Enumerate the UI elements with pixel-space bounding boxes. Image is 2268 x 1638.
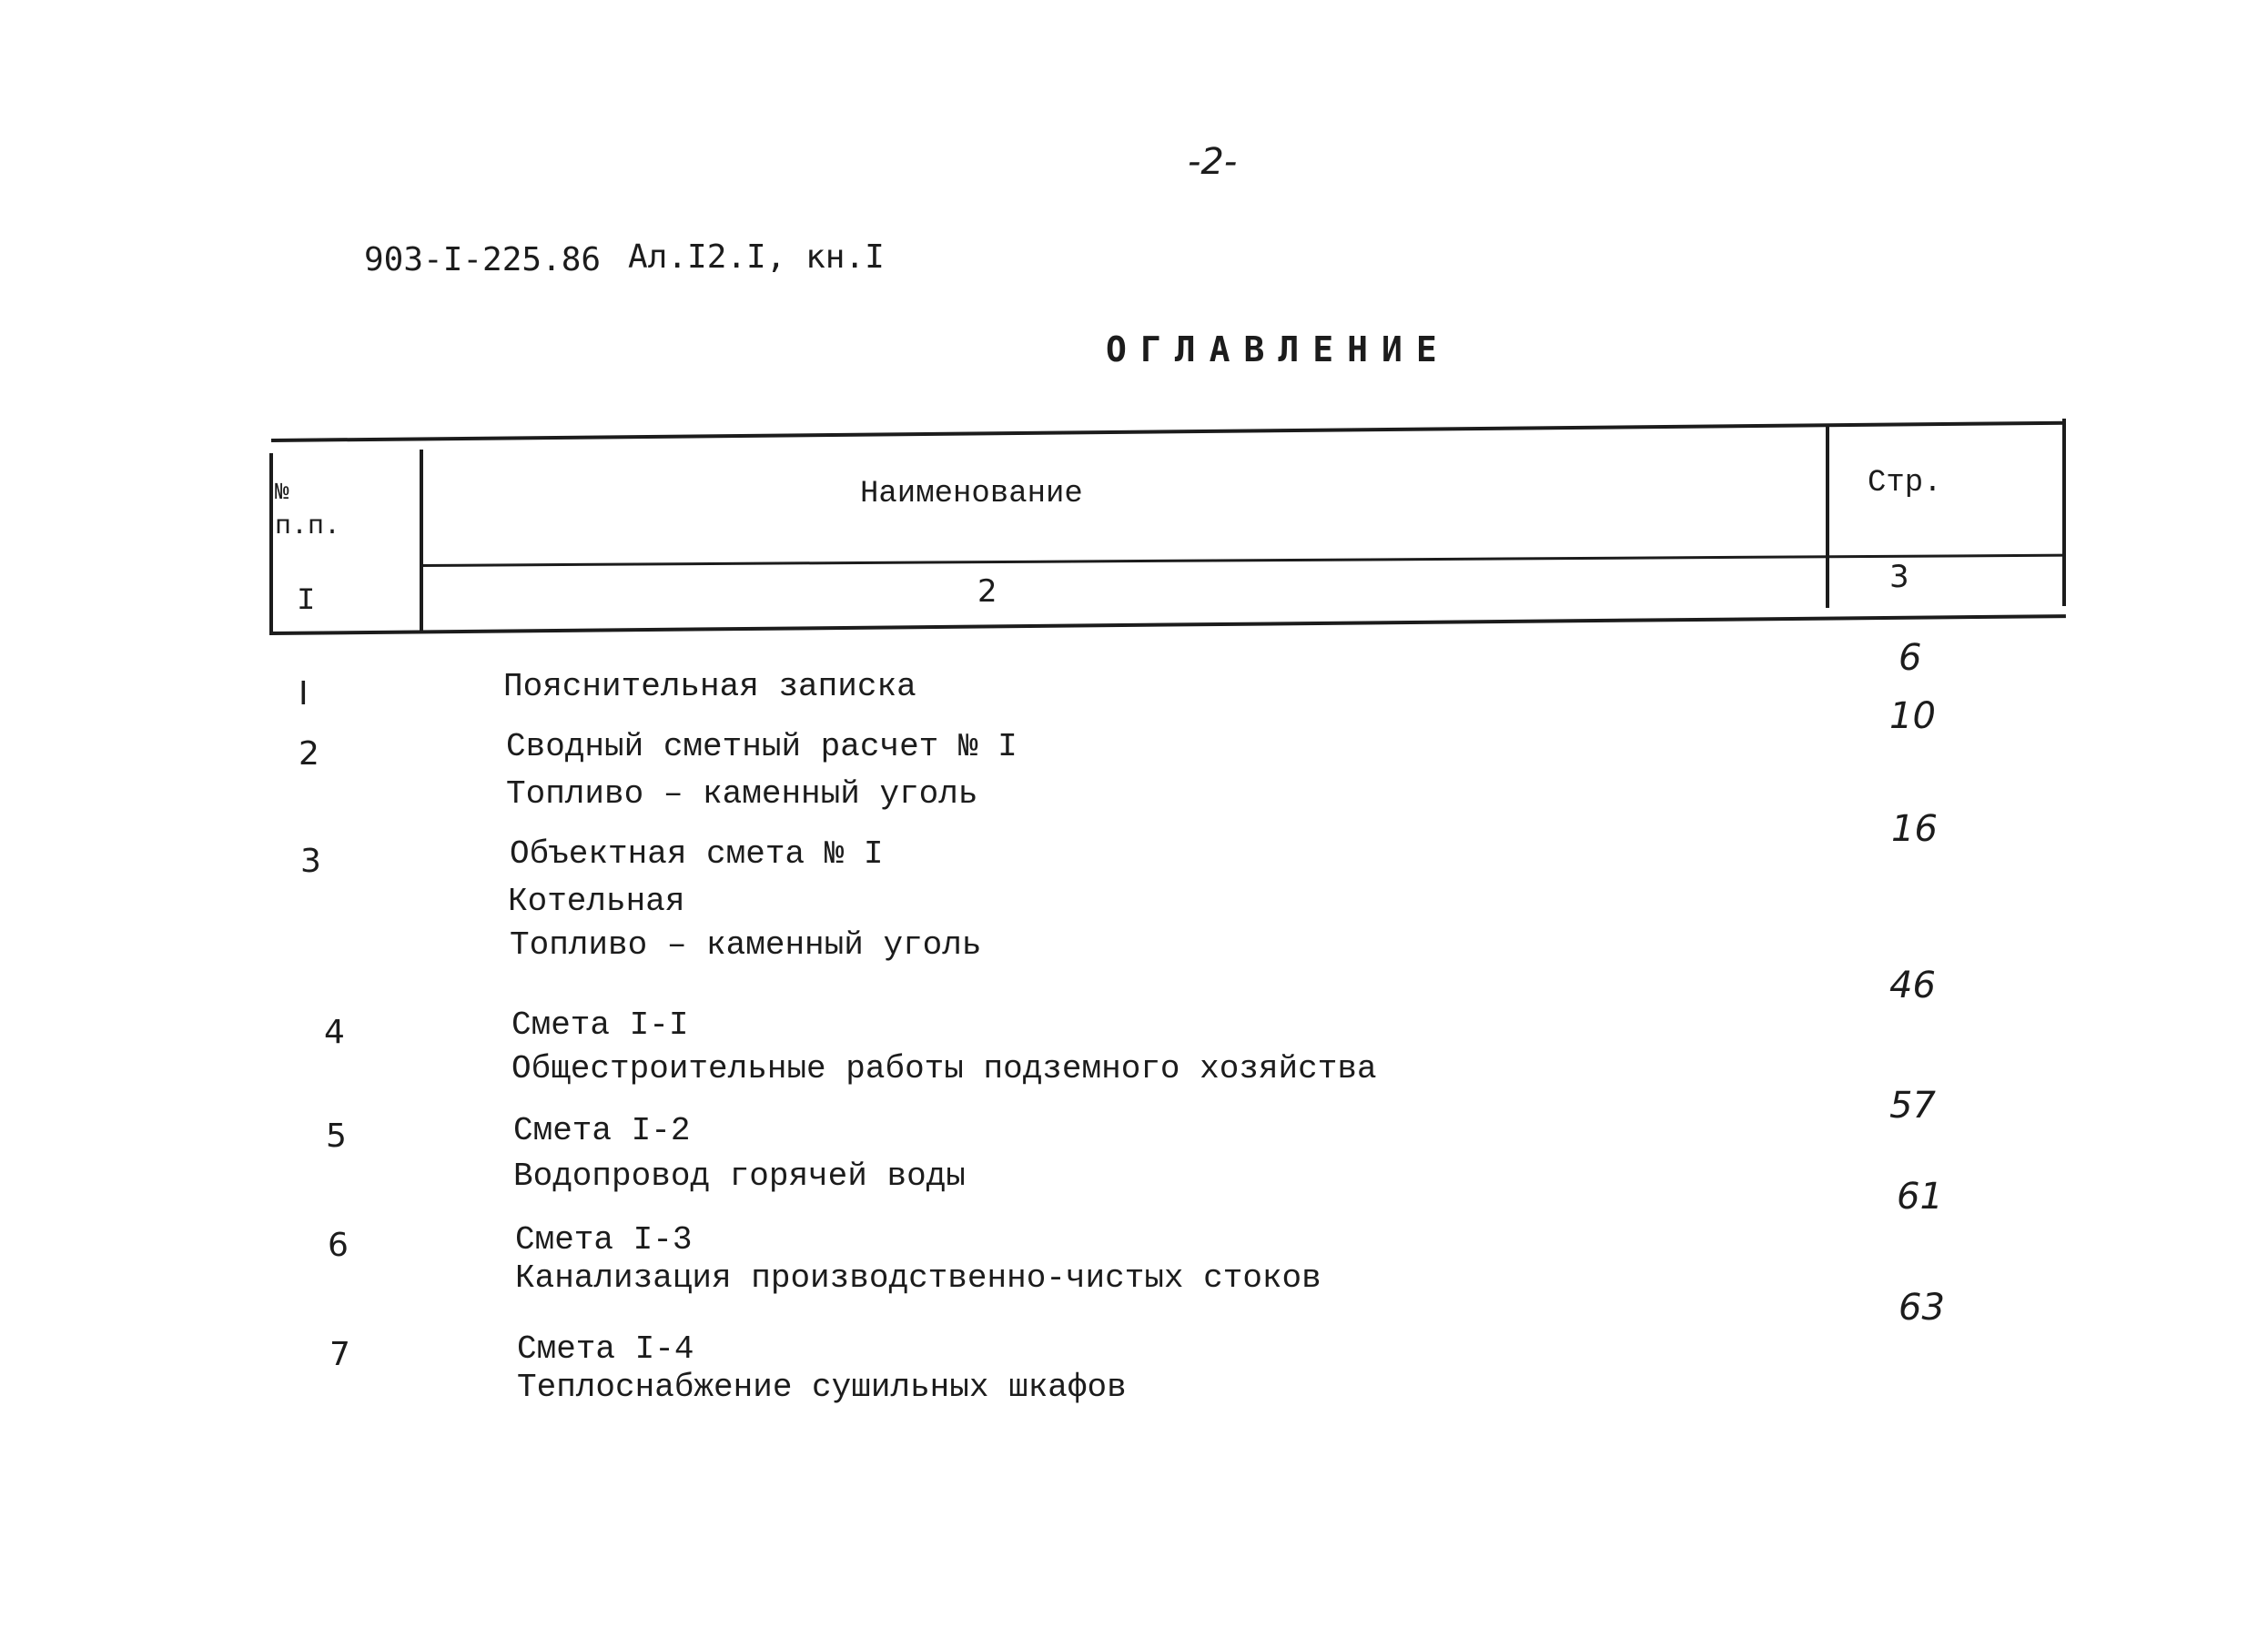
col1-label-line2: п.п. bbox=[275, 511, 341, 542]
document-reference: Ал.I2.I, кн.I bbox=[628, 238, 885, 276]
entry-title: Смета I-4 bbox=[517, 1330, 694, 1368]
entry-number: 2 bbox=[299, 735, 319, 773]
entry-title: Сводный сметный расчет № I bbox=[506, 728, 1018, 765]
table-col2-divider bbox=[1826, 424, 1829, 608]
entry-title: Объектная смета № I bbox=[510, 835, 884, 873]
table-mid-border bbox=[420, 554, 2066, 567]
col3-label: Стр. bbox=[1868, 466, 1942, 500]
document-code: 903-I-225.86 bbox=[364, 241, 602, 278]
entry-page: 6 bbox=[1898, 637, 1922, 679]
entry-number: 5 bbox=[326, 1117, 347, 1155]
col1-index: I bbox=[297, 584, 316, 619]
entry-subtitle: Общестроительные работы подземного хозяйства bbox=[511, 1050, 1377, 1087]
entry-subtitle: Топливо – каменный уголь bbox=[506, 775, 978, 813]
entry-title: Смета I-2 bbox=[513, 1112, 691, 1149]
entry-page: 46 bbox=[1889, 965, 1936, 1006]
entry-page: 61 bbox=[1897, 1176, 1943, 1218]
table-left-border bbox=[269, 453, 273, 635]
entry-number: 3 bbox=[300, 843, 321, 880]
table-bottom-border bbox=[271, 614, 2066, 635]
entry-subtitle: Топливо – каменный уголь bbox=[510, 926, 982, 964]
toc-title: ОГЛАВЛЕНИЕ bbox=[1106, 329, 1451, 369]
entry-number: 6 bbox=[328, 1227, 349, 1264]
entry-subtitle: Канализация производственно-чистых стоков bbox=[515, 1259, 1321, 1297]
entry-subtitle: Теплоснабжение сушильных шкафов bbox=[517, 1369, 1127, 1406]
entry-number: 7 bbox=[329, 1336, 350, 1373]
col3-index: 3 bbox=[1889, 559, 1909, 595]
col1-label-line1: № bbox=[275, 479, 289, 506]
entry-title: Пояснительная записка bbox=[503, 668, 916, 705]
table-right-border bbox=[2062, 419, 2066, 606]
col2-index: 2 bbox=[977, 573, 997, 610]
page-number: -2- bbox=[1188, 141, 1238, 183]
entry-page: 10 bbox=[1889, 695, 1936, 737]
entry-number: 4 bbox=[324, 1014, 345, 1051]
entry-number: I bbox=[299, 675, 309, 713]
entry-subtitle: Водопровод горячей воды bbox=[513, 1158, 966, 1195]
table-col1-divider bbox=[420, 450, 423, 633]
entry-page: 63 bbox=[1898, 1287, 1945, 1329]
entry-page: 57 bbox=[1889, 1085, 1936, 1127]
entry-title: Смета I-I bbox=[511, 1006, 689, 1044]
entry-title: Смета I-3 bbox=[515, 1221, 693, 1259]
entry-page: 16 bbox=[1891, 808, 1938, 850]
table-top-border bbox=[271, 421, 2066, 442]
entry-subtitle: Котельная bbox=[508, 883, 685, 920]
col2-label: Наименование bbox=[860, 477, 1083, 511]
